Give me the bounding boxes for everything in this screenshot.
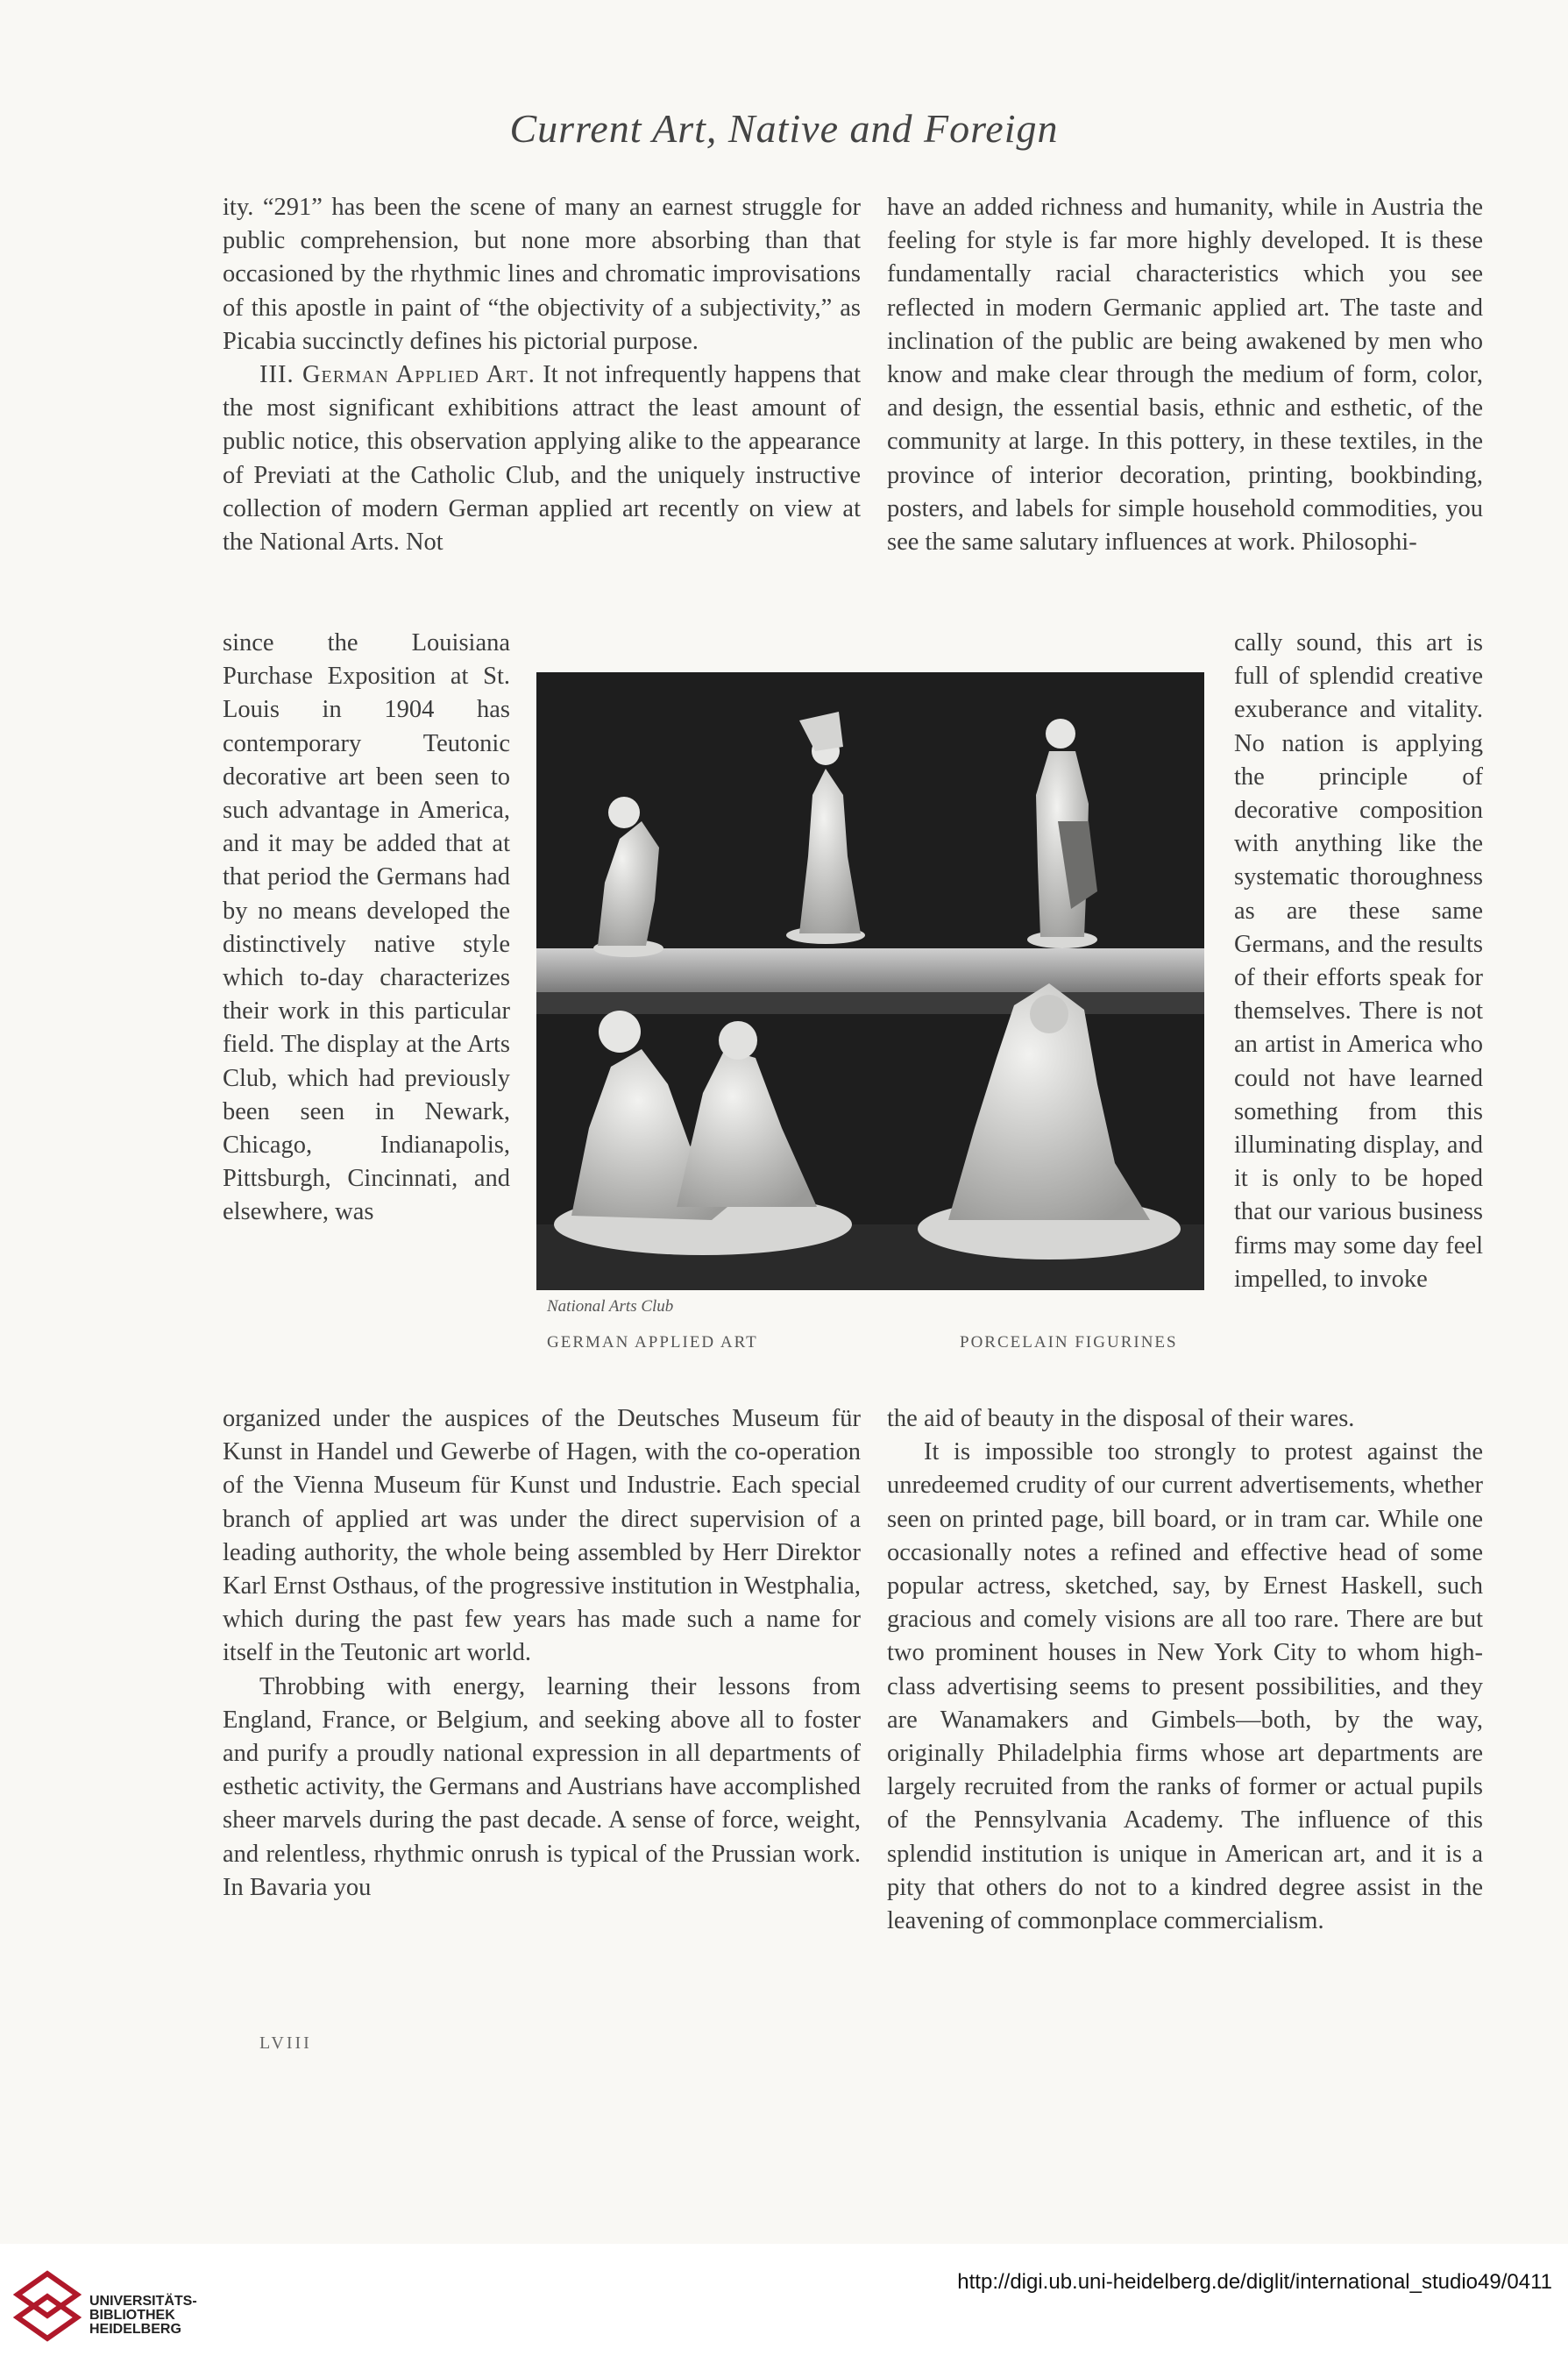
library-name xyxy=(89,2295,197,2337)
left-column-bottom xyxy=(223,1402,861,1905)
left-narrow-column xyxy=(223,627,510,1230)
paragraph: cally sound, this art is full of splendid creative exuberance and vitality. No nation is applying the principle of decorative composition with anything like the systematic thoroughness as are these same Germans, and the results of their efforts speak for themselves. There is not an artist in America who could not have learned something from this illuminating display, and it is only to be hoped that our various business firms may some day feel impelled, to invoke xyxy=(1234,629,1483,1293)
right-narrow-column xyxy=(1234,627,1483,1296)
photo-credit: National Arts Club xyxy=(547,1297,674,1316)
paragraph: since the Louisiana Purchase Exposition at St. Louis in 1904 has contemporary Teutonic decorative art been seen to such advantage in America, and it may be added that at that period the Germans had by no means developed the distinctively native style which to-day characterizes their work in this particular field. The display at the Arts Club, which had previously been seen in Newark, Chicago, Indianapolis, Pittsburgh, Cincinnati, and elsewhere, was xyxy=(223,629,510,1226)
paragraph: organized under the auspices of the Deutsches Museum für Kunst in Handel und Gewerbe of Hagen, with the co-operation of the Vienna Museum für Kunst und Industrie. Each special branch of applied art was under the direct supervision of a leading authority, the whole being assembled by Herr Direktor Karl Ernst Osthaus, of the progressive institution in Westphalia, which during the past few years has made such a name for itself in the Teutonic art world. xyxy=(223,1405,861,1667)
footer-bar xyxy=(0,2244,1568,2370)
paragraph: Throbbing with energy, learning their lessons from England, France, or Belgium, and seeking above all to foster and purify a proudly national expression in all departments of esthetic activity, the Germans and Austrians have accomplished sheer marvels during the past decade. A sense of force, weight, and relentless, rhythmic onrush is typical of the Prussian work. In Bavaria you xyxy=(223,1672,861,1901)
caption-right: PORCELAIN FIGURINES xyxy=(960,1333,1178,1352)
paragraph: ity. “291” has been the scene of many an earnest struggle for public comprehension, but none more absorbing than that occasioned by the rhythmic lines and chromatic improvisations of this apostle in paint of “the objectivity of a subjectivity,” as Picabia succinctly defines his pictorial purpose. xyxy=(223,194,861,355)
caption-left: GERMAN APPLIED ART xyxy=(547,1333,758,1352)
library-line: HEIDELBERG xyxy=(89,2322,181,2337)
paragraph: It is impossible too strongly to protest against the unredeemed crudity of our current advertisements, whether seen on printed page, bill board, or in tram car. While one occasionally notes a refined and effective head of some popular actress, sketched, say, by Ernest Haskell, such gracious and comely visions are all too rare. There are but two prominent houses in New York City to whom high-class advertising seems to present possibilities, and they are Wanamakers and Gimbels—both, by the way, originally Philadelphia firms whose art departments are largely recruited from the ranks of former or actual pupils of the Pennsylvania Academy. The influence of this splendid institution is unique in American art, and it is a pity that others do not to a kindred degree assist in the leavening of commonplace commercialism. xyxy=(887,1438,1483,1935)
paragraph: the aid of beauty in the disposal of their wares. xyxy=(887,1405,1355,1432)
library-line: BIBLIOTHEK xyxy=(89,2308,175,2323)
paragraph xyxy=(223,358,861,559)
library-line: UNIVERSITÄTS- xyxy=(89,2294,197,2309)
left-column-top xyxy=(223,191,861,559)
paragraph: have an added richness and humanity, while in Austria the feeling for style is far more highly developed. It is these fundamentally racial characteristics which you see reflected in modern Germanic applied art. The taste and inclination of the public are being awakened by men who know and make clear through the medium of form, color, and design, the essential basis, ethnic and esthetic, of the community at large. In this pottery, in these textiles, in the province of interior decoration, printing, bookbinding, posters, and labels for simple household commodities, you see the same salutary influences at work. Philosophi- xyxy=(887,194,1483,557)
right-column-bottom xyxy=(887,1402,1483,1938)
source-url[interactable]: http://digi.ub.uni-heidelberg.de/diglit/international_studio49/0411 xyxy=(957,2270,1552,2294)
page-number: LVIII xyxy=(259,2033,312,2053)
porcelain-figurines-photo xyxy=(536,672,1204,1290)
library-logo-icon xyxy=(12,2268,82,2344)
right-column-top xyxy=(887,191,1483,559)
running-head: Current Art, Native and Foreign xyxy=(509,106,1059,151)
section-text: It not infrequently happens that the most significant exhibitions attract the least amount of public notice, this observation applying alike to the appearance of Previati at the Catholic Club, and the uniquely instructive collection of modern German applied art recently on view at the National Arts. Not xyxy=(223,361,861,557)
section-heading: III. German Applied Art. xyxy=(259,361,536,389)
photo-illustration xyxy=(536,672,1204,1290)
